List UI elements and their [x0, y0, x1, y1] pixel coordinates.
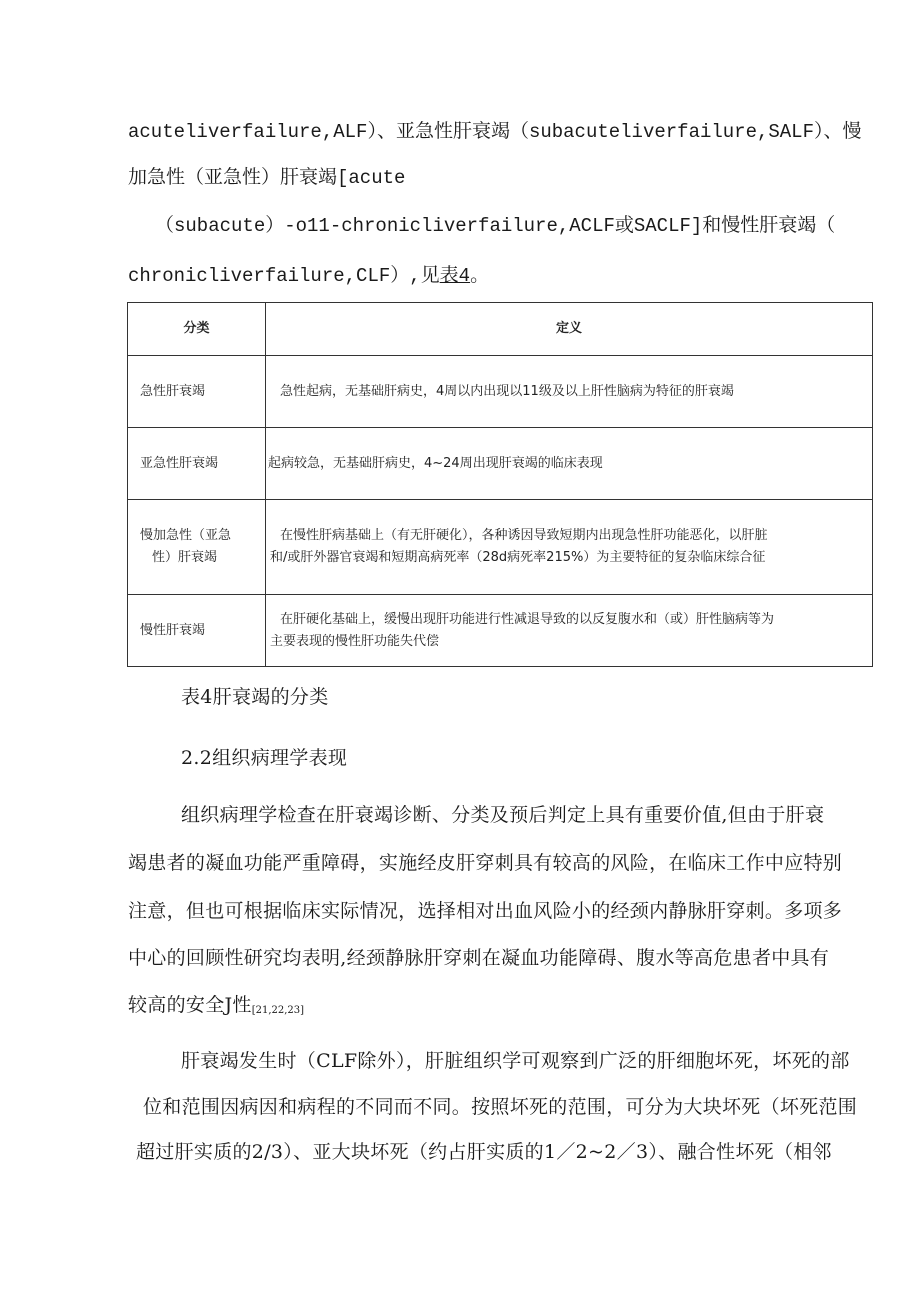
- para2-line-1: 肝衰竭发生时（CLF除外），肝脏组织学可观察到广泛的肝细胞坏死，坏死的部: [181, 1050, 850, 1072]
- para2-line-3: 超过肝实质的2/3）、亚大块坏死（约占肝实质的1／2~2／3）、融合性坏死（相邻: [136, 1141, 832, 1163]
- table-row: [128, 428, 873, 500]
- row-definition: [266, 595, 873, 667]
- row-definition: [266, 500, 873, 595]
- table-caption: 表4肝衰竭的分类: [181, 686, 329, 708]
- liver-failure-classification-table: [127, 302, 873, 667]
- section-heading: 2.2组织病理学表现: [181, 747, 348, 769]
- row-category-line: 慢加急性（亚急: [140, 528, 232, 543]
- intro-line-4: [128, 264, 489, 288]
- row-definition: 起病较急，无基础肝病史，4~24周出现肝衰竭的临床表现: [266, 428, 873, 500]
- row-category: [128, 500, 266, 595]
- header-category: 分类: [128, 303, 266, 356]
- row-definition-line: 和/或肝外器官衰竭和短期高病死率（28d病死率215%）为主要特征的复杂临床综合征: [270, 550, 766, 565]
- intro-line-1: acuteliverfailure,ALF）、亚急性肝衰竭（subacuteliverfailure,SALF）、慢: [128, 121, 862, 143]
- para1-line-2: 竭患者的凝血功能严重障碍，实施经皮肝穿刺具有较高的风险，在临床工作中应特别: [128, 852, 843, 874]
- table-row: [128, 356, 873, 428]
- para1-line-4: 中心的回顾性研究均表明,经颈静脉肝穿刺在凝血功能障碍、腹水等高危患者中具有: [128, 947, 830, 969]
- header-definition: 定义: [266, 303, 873, 356]
- table-4-link[interactable]: 表4: [439, 265, 471, 287]
- row-definition-line: 主要表现的慢性肝功能失代偿: [270, 633, 440, 649]
- row-category: 亚急性肝衰竭: [128, 428, 266, 500]
- row-category: 急性肝衰竭: [128, 356, 266, 428]
- table-row: [128, 500, 873, 595]
- para1-line-1: 组织病理学检查在肝衰竭诊断、分类及预后判定上具有重要价值,但由于肝衰: [181, 804, 825, 826]
- row-category: 慢性肝衰竭: [128, 595, 266, 667]
- para2-line-2: 位和范围因病因和病程的不同而不同。按照坏死的范围，可分为大块坏死（坏死范围: [143, 1096, 858, 1118]
- intro-line-4-prefix: chronicliverfailure,CLF）,见: [128, 265, 440, 287]
- citation-ref[interactable]: [21,22,23]: [251, 1005, 305, 1016]
- intro-line-2: 加急性（亚急性）肝衰竭[acute: [128, 167, 406, 189]
- row-definition: 急性起病，无基础肝病史，4周以内出现以11级及以上肝性脑病为特征的肝衰竭: [266, 356, 873, 428]
- para1-line-3: 注意，但也可根据临床实际情况，选择相对出血风险小的经颈内静脉肝穿刺。多项多: [128, 900, 843, 922]
- row-category-line: 性）肝衰竭: [152, 550, 218, 565]
- para1-last-text: 较高的安全J性: [128, 994, 252, 1016]
- row-definition-line: 在肝硬化基础上，缓慢出现肝功能进行性减退导致的以反复腹水和（或）肝性脑病等为: [280, 611, 775, 627]
- intro-line-3: （subacute）-o11-chronicliverfailure,ACLF或SACLF]和慢性肝衰竭（: [155, 215, 836, 237]
- table-header-row: [128, 303, 873, 356]
- intro-line-4-suffix: 。: [470, 265, 490, 287]
- para1-line-5: [128, 993, 304, 1021]
- row-definition-line: 在慢性肝病基础上（有无肝硬化），各种诱因导致短期内出现急性肝功能恶化，以肝脏: [280, 528, 768, 543]
- table-row: [128, 595, 873, 667]
